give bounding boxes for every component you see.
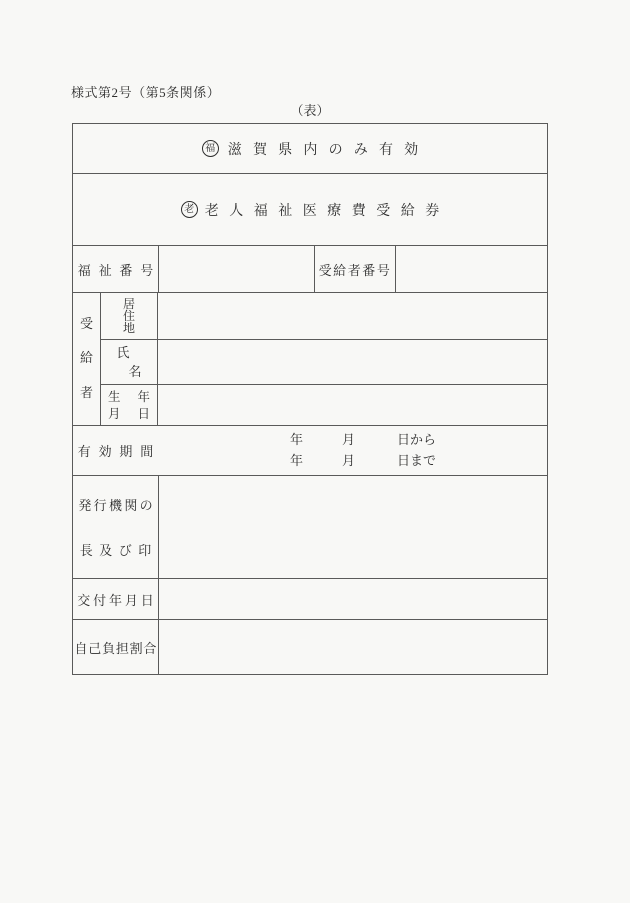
form-number-label: 様式第2号（第5条関係）	[71, 85, 221, 100]
residence-label: 居住地	[101, 293, 158, 339]
recipient-section	[73, 292, 547, 425]
recipient-number-label: 受給者番号	[314, 246, 395, 292]
copayment-field	[158, 620, 547, 674]
issue-date-row	[73, 578, 547, 619]
validity-header-row	[73, 124, 547, 173]
issuer-seal-field	[158, 476, 547, 578]
number-row	[73, 245, 547, 292]
birth-date-field	[158, 385, 547, 425]
valid-period-label: 有効期間	[77, 444, 161, 459]
birth-date-row	[101, 384, 547, 425]
certificate-title-row	[73, 173, 547, 245]
copayment-row	[73, 619, 547, 674]
side-indicator: （表）	[290, 103, 330, 118]
recipient-number-field	[395, 246, 547, 292]
welfare-number-field	[158, 246, 314, 292]
valid-period-row	[73, 425, 547, 475]
birth-date-label: 生 年 月 日	[101, 385, 158, 425]
certificate-title: 老人福祉医療費受給券	[204, 203, 450, 219]
name-field	[158, 340, 547, 384]
elderly-seal-icon: 老	[181, 201, 198, 218]
valid-period-field	[158, 426, 547, 475]
residence-row	[101, 293, 547, 339]
name-row	[101, 339, 547, 384]
valid-period-to-line: 年 月 日まで	[290, 453, 437, 468]
residence-field	[158, 293, 547, 339]
welfare-number-label: 福祉番号	[77, 262, 161, 278]
certificate-table	[72, 123, 548, 675]
validity-title: 滋賀県内のみ有効	[227, 142, 430, 158]
issue-date-label: 交付年月日	[77, 592, 157, 608]
issuer-label: 発行機関の 長及び印	[78, 498, 158, 558]
fuku-seal-icon: 福	[202, 140, 219, 157]
copayment-label: 自己負担割合	[74, 640, 158, 656]
recipient-group-label: 受 給 者	[73, 293, 101, 425]
issue-date-field	[158, 579, 547, 619]
valid-period-from-line: 年 月 日から	[290, 432, 437, 447]
name-label: 氏 名	[101, 340, 158, 384]
issuer-row	[73, 475, 547, 578]
